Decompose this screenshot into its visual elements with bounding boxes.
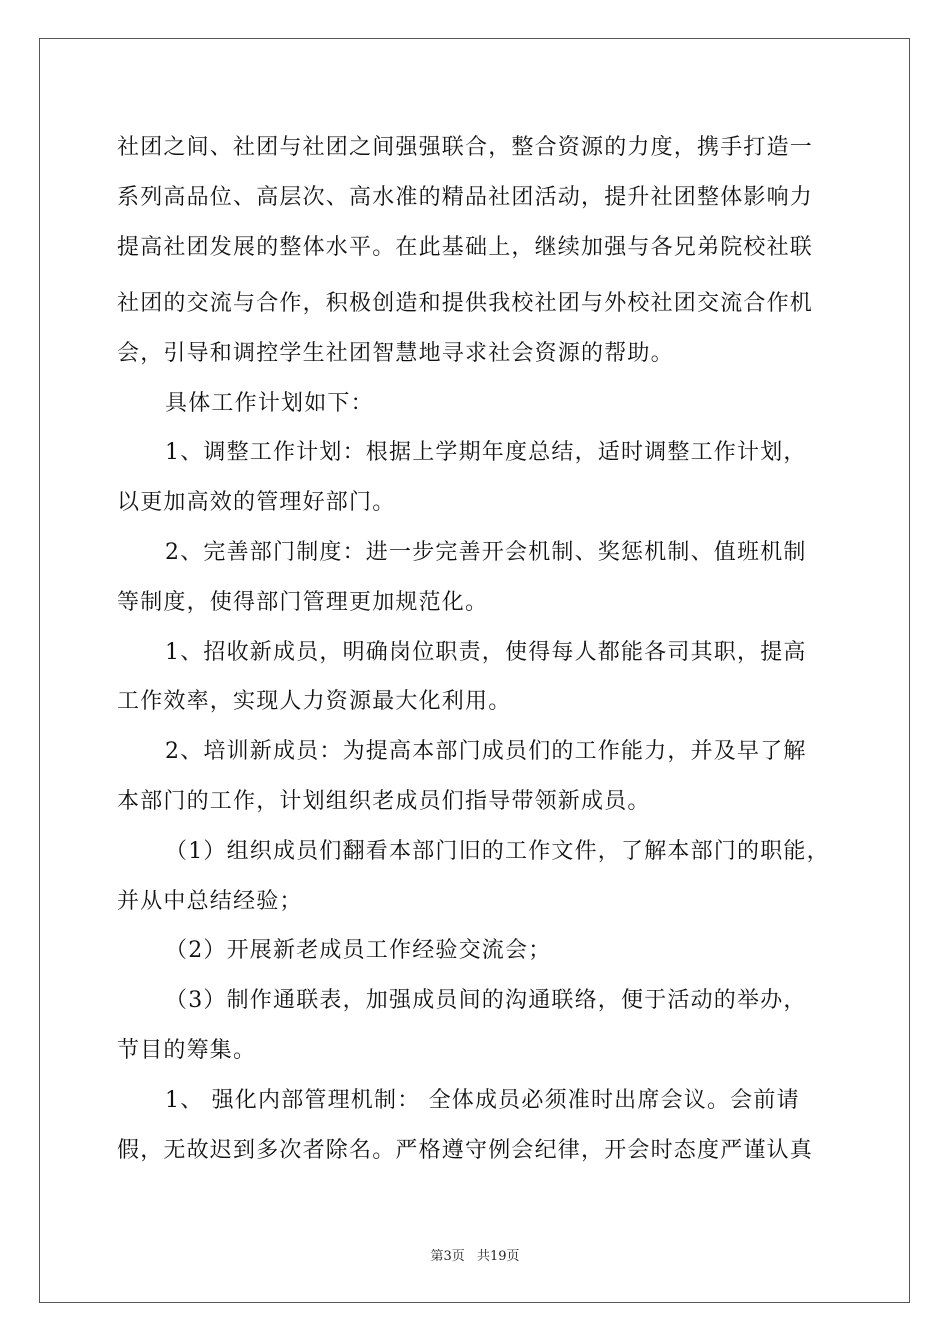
text-line: 会，引导和调控学生社团智慧地寻求社会资源的帮助。 xyxy=(117,341,674,366)
text-line: 节目的筹集。 xyxy=(117,1038,257,1063)
text-line: （2）开展新老成员工作经验交流会； xyxy=(165,938,552,963)
text-line: 2、培训新成员：为提高本部门成员们的工作能力，并及早了解 xyxy=(165,739,807,764)
text-line: 社团的交流与合作，积极创造和提供我校社团与外校社团交流合作机 xyxy=(117,291,814,316)
text-line: 系列高品位、高层次、高水准的精品社团活动，提升社团整体影响力 xyxy=(117,185,814,210)
text-line: 提高社团发展的整体水平。在此基础上，继续加强与各兄弟院校社联 xyxy=(117,235,814,260)
text-line: 具体工作计划如下： xyxy=(165,391,374,416)
text-line: 2、完善部门制度：进一步完善开会机制、奖惩机制、值班机制 xyxy=(165,540,807,565)
text-line: 工作效率，实现人力资源最大化利用。 xyxy=(117,689,512,714)
page-total: 共19页 xyxy=(476,1249,520,1264)
text-line: 等制度，使得部门管理更加规范化。 xyxy=(117,590,489,615)
text-line: 1、招收新成员，明确岗位职责，使得每人都能各司其职，提高 xyxy=(165,640,807,665)
text-line: （1）组织成员们翻看本部门旧的工作文件，了解本部门的职能， xyxy=(165,839,830,864)
text-line: 并从中总结经验； xyxy=(117,889,303,914)
page-footer xyxy=(0,1249,950,1265)
text-line: 1、调整工作计划：根据上学期年度总结，适时调整工作计划， xyxy=(165,440,807,465)
text-line: （3）制作通联表，加强成员间的沟通联络，便于活动的举办， xyxy=(165,988,807,1013)
text-line: 1、 强化内部管理机制： 全体成员必须准时出席会议。会前请 xyxy=(165,1088,800,1113)
text-line: 社团之间、社团与社团之间强强联合，整合资源的力度，携手打造一 xyxy=(117,135,814,160)
text-line: 假，无故迟到多次者除名。严格遵守例会纪律，开会时态度严谨认真 xyxy=(117,1138,814,1163)
text-line: 本部门的工作，计划组织老成员们指导带领新成员。 xyxy=(117,789,651,814)
page-number: 第3页 xyxy=(430,1249,465,1264)
text-line: 以更加高效的管理好部门。 xyxy=(117,490,396,515)
